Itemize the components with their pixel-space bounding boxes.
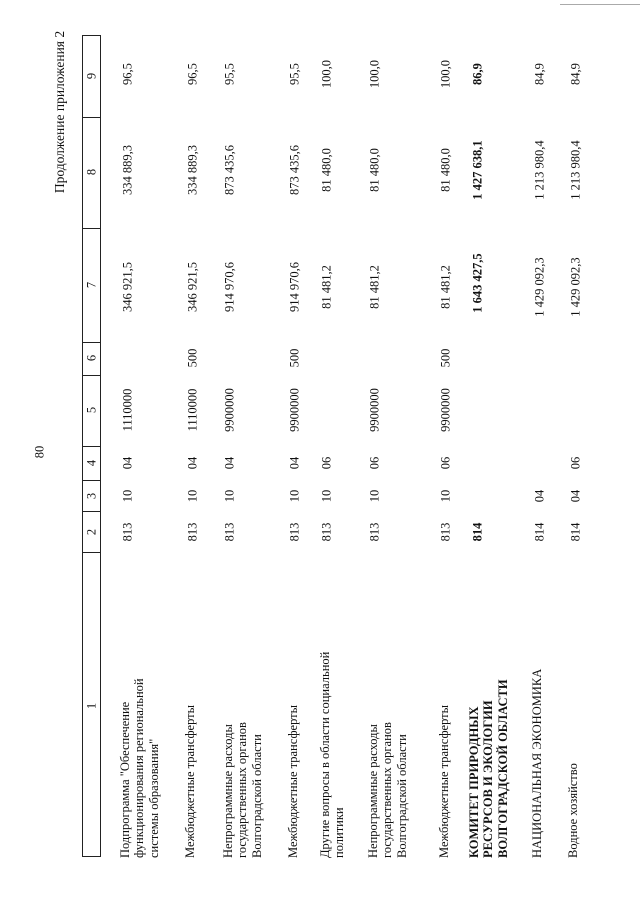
- row-label: НАЦИОНАЛЬНАЯ ЭКОНОМИКА: [530, 668, 544, 858]
- cell-c7: 1 643 427,5: [470, 253, 485, 313]
- edge-rule: [560, 4, 640, 5]
- cell-c6: 500: [185, 348, 200, 368]
- cell-c8: 1 427 638,1: [470, 140, 485, 200]
- cell-c7: 81 481,2: [438, 265, 453, 309]
- col-header-5: 5: [84, 406, 99, 414]
- cell-c8: 334 889,3: [185, 145, 200, 195]
- row-label: Подпрограмма "Обеспечение функционирования региональной системы образования": [118, 678, 161, 858]
- col-header-1: 1: [84, 702, 99, 710]
- cell-c3: 04: [532, 489, 547, 503]
- cell-c4: 06: [367, 456, 382, 470]
- col-header-2: 2: [84, 528, 99, 536]
- cell-c2: 813: [367, 522, 382, 542]
- cell-c4: 06: [319, 456, 334, 470]
- cell-c5: 1110000: [120, 388, 135, 432]
- cell-c2: 814: [532, 522, 547, 542]
- cell-c2: 813: [185, 522, 200, 542]
- cell-c9: 86,9: [470, 63, 485, 85]
- cell-c3: 10: [120, 489, 135, 503]
- col-header-3: 3: [84, 492, 99, 500]
- cell-c4: 06: [568, 456, 583, 470]
- cell-c4: 04: [287, 456, 302, 470]
- cell-c9: 100,0: [319, 59, 334, 89]
- cell-c5: 1110000: [185, 388, 200, 432]
- cell-c7: 346 921,5: [120, 262, 135, 312]
- cell-c9: 84,9: [568, 63, 583, 85]
- cell-c5: 9900000: [438, 388, 453, 432]
- cell-c8: 334 889,3: [120, 145, 135, 195]
- cell-c5: 9900000: [367, 388, 382, 432]
- cell-c9: 95,5: [287, 63, 302, 85]
- row-label: Межбюджетные трансферты: [286, 704, 300, 858]
- cell-c2: 814: [568, 522, 583, 542]
- col-header-4: 4: [84, 459, 99, 467]
- cell-c7: 81 481,2: [319, 265, 334, 309]
- page-number: 80: [32, 445, 47, 459]
- cell-c7: 914 970,6: [222, 262, 237, 312]
- cell-c4: 04: [185, 456, 200, 470]
- cell-c5: 9900000: [287, 388, 302, 432]
- cell-c4: 06: [438, 456, 453, 470]
- cell-c6: 500: [438, 348, 453, 368]
- cell-c4: 04: [120, 456, 135, 470]
- cell-c8: 1 213 980,4: [532, 140, 547, 200]
- cell-c9: 95,5: [222, 63, 237, 85]
- row-label: Непрограммные расходы государственных органов Волгоградской области: [221, 722, 264, 858]
- cell-c6: 500: [287, 348, 302, 368]
- cell-c2: 813: [287, 522, 302, 542]
- col-header-6: 6: [84, 354, 99, 362]
- row-label: Водное хозяйство: [566, 763, 580, 858]
- row-label: Другие вопросы в области социальной политики: [318, 651, 347, 858]
- cell-c3: 10: [185, 489, 200, 503]
- cell-c3: 10: [438, 489, 453, 503]
- cell-c5: 9900000: [222, 388, 237, 432]
- cell-c7: 1 429 092,3: [532, 257, 547, 317]
- cell-c8: 81 480,0: [319, 148, 334, 192]
- cell-c9: 96,5: [185, 63, 200, 85]
- cell-c3: 10: [367, 489, 382, 503]
- cell-c3: 10: [287, 489, 302, 503]
- cell-c2: 813: [438, 522, 453, 542]
- row-label: КОМИТЕТ ПРИРОДНЫХ РЕСУРСОВ И ЭКОЛОГИИ ВОЛГОГРАДСКОЙ ОБЛАСТИ: [467, 679, 510, 858]
- continuation-caption: Продолжение приложения 2: [52, 30, 67, 194]
- row-label: Непрограммные расходы государственных органов Волгоградской области: [366, 722, 409, 858]
- cell-c7: 914 970,6: [287, 262, 302, 312]
- row-label: Межбюджетные трансферты: [437, 704, 451, 858]
- cell-c8: 81 480,0: [367, 148, 382, 192]
- cell-c2: 814: [470, 522, 485, 542]
- cell-c3: 04: [568, 489, 583, 503]
- cell-c7: 346 921,5: [185, 262, 200, 312]
- cell-c3: 10: [222, 489, 237, 503]
- cell-c7: 1 429 092,3: [568, 257, 583, 317]
- cell-c9: 96,5: [120, 63, 135, 85]
- col-header-7: 7: [84, 281, 99, 289]
- cell-c8: 873 435,6: [287, 145, 302, 195]
- cell-c2: 813: [120, 522, 135, 542]
- cell-c8: 1 213 980,4: [568, 140, 583, 200]
- cell-c2: 813: [222, 522, 237, 542]
- cell-c2: 813: [319, 522, 334, 542]
- col-header-8: 8: [84, 168, 99, 176]
- cell-c7: 81 481,2: [367, 265, 382, 309]
- cell-c3: 10: [319, 489, 334, 503]
- cell-c4: 04: [222, 456, 237, 470]
- cell-c8: 873 435,6: [222, 145, 237, 195]
- col-header-9: 9: [84, 72, 99, 80]
- cell-c9: 100,0: [367, 59, 382, 89]
- cell-c9: 100,0: [438, 59, 453, 89]
- cell-c9: 84,9: [532, 63, 547, 85]
- cell-c8: 81 480,0: [438, 148, 453, 192]
- row-label: Межбюджетные трансферты: [183, 704, 197, 858]
